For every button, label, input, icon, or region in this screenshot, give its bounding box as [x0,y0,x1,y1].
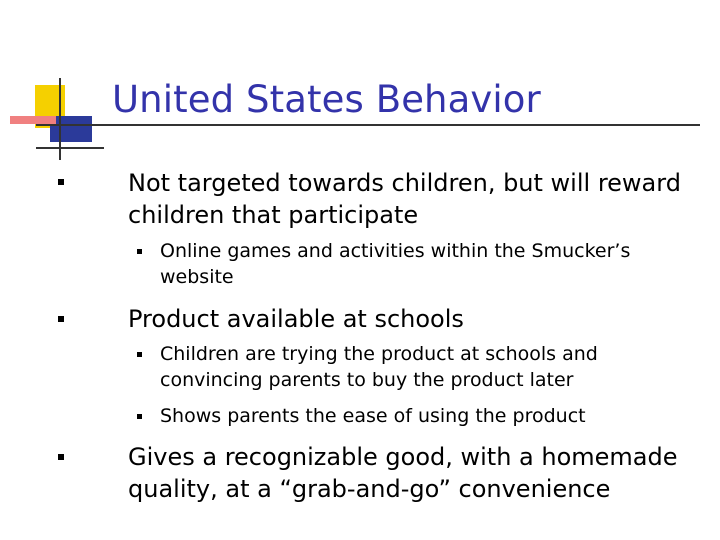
bullet-marker [58,179,64,185]
sub-bullet-item-2-2 [160,403,586,429]
bullet-item-2-line-1: Product available at schools [128,305,464,333]
bullet-item-2 [128,303,464,335]
sub-bullet-marker [137,249,142,254]
blue-block [50,116,92,142]
pink-bar [10,116,56,124]
sub-bullet-item-2-1-line-2: convincing parents to buy the product later [160,369,574,391]
bullet-item-3-line-2: quality, at a “grab-and-go” convenience [128,475,611,503]
bullet-item-3-line-1: Gives a recognizable good, with a homemade [128,443,678,471]
sub-bullet-item-1-1-line-1: Online games and activities within the Smucker’s [160,240,631,262]
bullet-item-1-line-2: children that participate [128,201,419,229]
sub-bullet-item-1-1-line-2: website [160,266,234,288]
sub-bullet-item-2-2-line-1: Shows parents the ease of using the product [160,405,586,427]
sub-bullet-marker [137,414,142,419]
sub-bullet-item-2-1-line-1: Children are trying the product at schools and [160,343,598,365]
title-underline [36,124,700,126]
bullet-item-3 [128,441,678,505]
sub-bullet-item-2-1 [160,341,598,393]
bullet-marker [58,316,64,322]
slide-title: United States Behavior [112,78,541,121]
bullet-item-1 [128,167,681,231]
bullet-item-1-line-1: Not targeted towards children, but will reward [128,169,681,197]
corner-decoration [0,0,110,170]
sub-bullet-item-1-1 [160,238,630,290]
sub-bullet-marker [137,352,142,357]
bullet-marker [58,454,64,460]
